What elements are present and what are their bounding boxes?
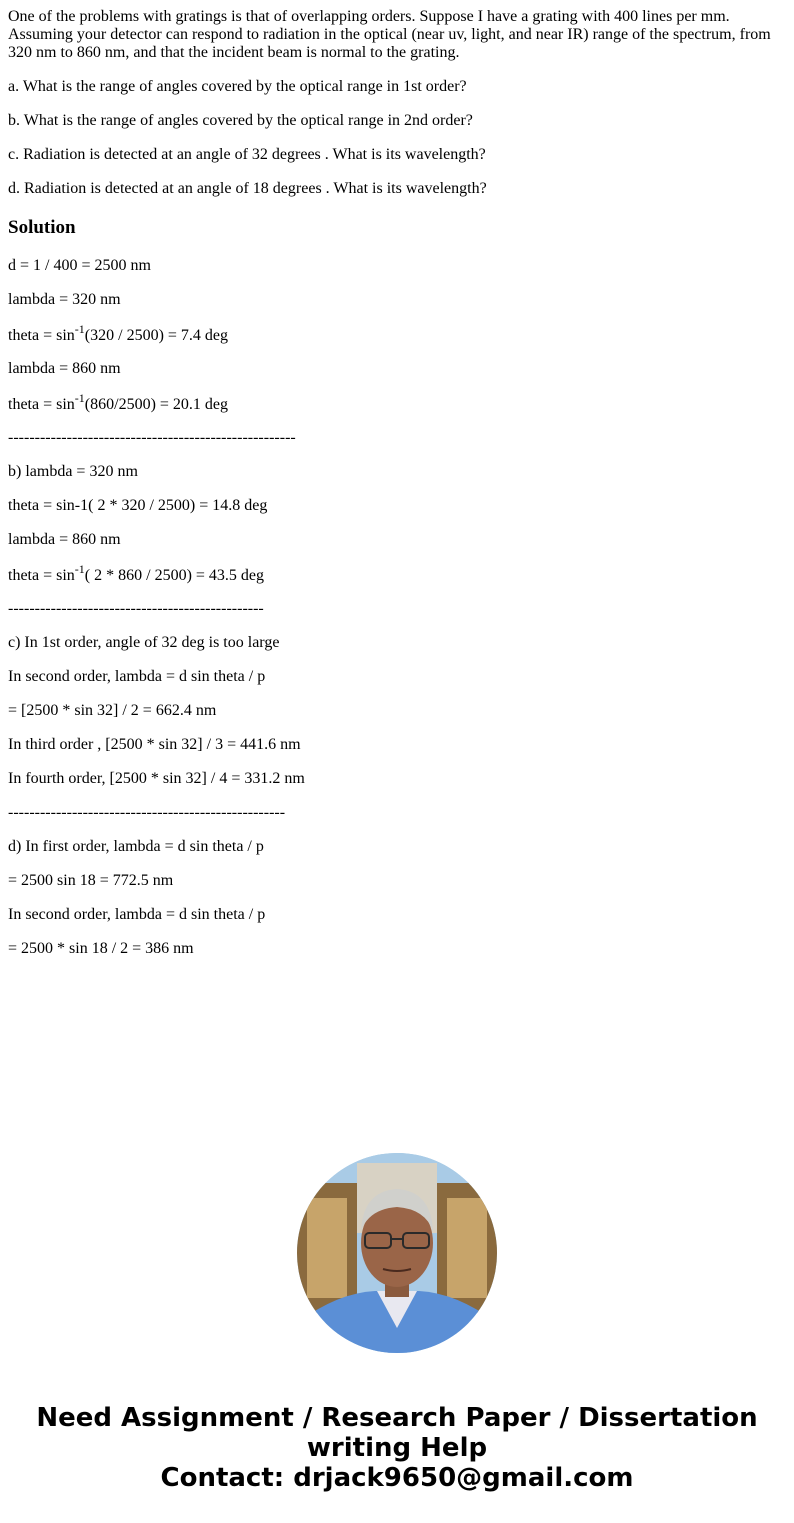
footer-line-2: writing Help — [306, 1433, 488, 1463]
footer-contact-email: Contact: drjack9650@gmail.com — [160, 1463, 634, 1493]
solution-line — [8, 390, 784, 416]
solution-text: (860/2500) = 20.1 deg — [84, 396, 229, 413]
solution-line: d) In first order, lambda = d sin theta / p — [8, 838, 264, 855]
solution-text: (320 / 2500) = 7.4 deg — [84, 327, 229, 344]
solution-line: lambda = 320 nm — [8, 291, 121, 308]
superscript: -1 — [74, 321, 85, 336]
page-content — [8, 8, 784, 974]
question-part-a: a. What is the range of angles covered by the optical range in 1st order? — [8, 78, 467, 95]
solution-line: d = 1 / 400 = 2500 nm — [8, 257, 151, 274]
question-part-c: c. Radiation is detected at an angle of 32 degrees . What is its wavelength? — [8, 146, 486, 163]
separator-line: ------------------------------------------------ — [8, 600, 264, 617]
solution-line: = 2500 sin 18 = 772.5 nm — [8, 872, 174, 889]
question-intro: One of the problems with gratings is that of overlapping orders. Suppose I have a grating with 400 lines per mm. Assuming your detector can respond to radiation in the optical (near uv, light, and near IR) range of the spectrum, from 320 nm to 860 nm, and that the incident beam is normal to the grating. — [8, 8, 771, 61]
solution-line: c) In 1st order, angle of 32 deg is too large — [8, 634, 280, 651]
solution-line — [8, 561, 784, 587]
solution-line: In third order , [2500 * sin 32] / 3 = 441.6 nm — [8, 736, 301, 753]
solution-line: In second order, lambda = d sin theta / p — [8, 668, 266, 685]
question-part-d: d. Radiation is detected at an angle of 18 degrees . What is its wavelength? — [8, 180, 487, 197]
solution-line: b) lambda = 320 nm — [8, 463, 138, 480]
solution-line: = 2500 * sin 18 / 2 = 386 nm — [8, 940, 194, 957]
solution-text: theta = sin — [8, 327, 75, 344]
solution-line: lambda = 860 nm — [8, 531, 121, 548]
solution-line: In second order, lambda = d sin theta / p — [8, 906, 266, 923]
footer-line-1: Need Assignment / Research Paper / Dissertation — [36, 1403, 758, 1433]
separator-line: ---------------------------------------------------- — [8, 804, 286, 821]
avatar-portrait-image — [297, 1153, 497, 1353]
solution-text: ( 2 * 860 / 2500) = 43.5 deg — [84, 567, 265, 584]
separator-line: ------------------------------------------------------ — [8, 429, 296, 446]
footer-contact — [0, 1403, 794, 1493]
avatar — [297, 1153, 497, 1353]
solution-line: = [2500 * sin 32] / 2 = 662.4 nm — [8, 702, 217, 719]
solution-line: lambda = 860 nm — [8, 360, 121, 377]
solution-text: theta = sin — [8, 396, 75, 413]
solution-text: theta = sin — [8, 567, 75, 584]
solution-line: theta = sin-1( 2 * 320 / 2500) = 14.8 deg — [8, 497, 268, 514]
superscript: -1 — [74, 390, 85, 405]
superscript: -1 — [74, 561, 85, 576]
solution-line — [8, 321, 784, 347]
solution-heading: Solution — [8, 217, 76, 238]
question-part-b: b. What is the range of angles covered by the optical range in 2nd order? — [8, 112, 473, 129]
solution-line: In fourth order, [2500 * sin 32] / 4 = 331.2 nm — [8, 770, 305, 787]
